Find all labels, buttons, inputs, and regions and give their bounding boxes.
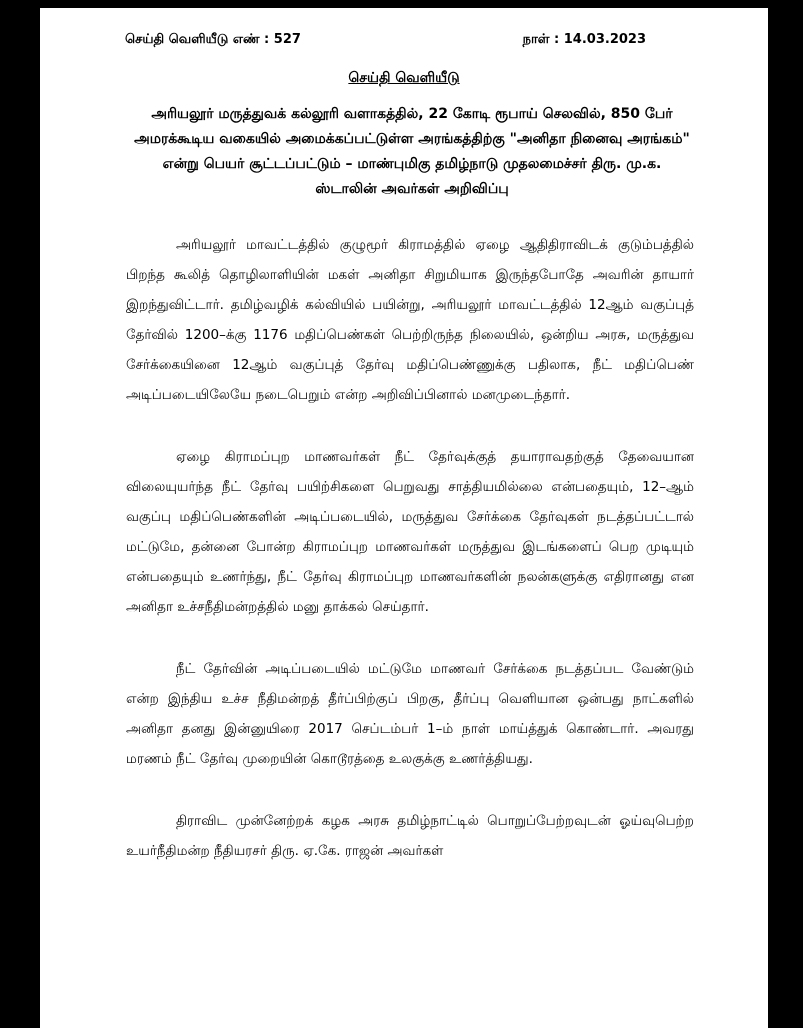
release-number: செய்தி வெளியீடு எண் : 527 [125,32,301,47]
paragraph-2: ஏழை கிராமப்புற மாணவர்கள் நீட் தேர்வுக்குத் தயாராவதற்குத் தேவையான விலையுயர்ந்த நீட் தேர்வு பயிற்சிகளை பெறுவது சாத்தியமில்லை என்பதையும், 12–ஆம் வகுப்பு மதிப்பெண்களின் அடிப்படையில், மருத்துவ சேர்க்கை தேர்வுகள் நடத்தப்பட்டால் மட்டுமே, தன்னை போன்ற கிராமப்புற மாணவர்கள் மருத்துவ இடங்களைப் பெற முடியும் என்பதையும் உணர்ந்து, நீட் தேர்வு கிராமப்புற மாணவர்களின் நலன்களுக்கு எதிரானது என அனிதா உச்சநீதிமன்றத்தில் மனு தாக்கல் செய்தார். [126,449,694,615]
document-page [40,8,768,1028]
document-title-text: செய்தி வெளியீடு [348,70,460,86]
paragraph-3: நீட் தேர்வின் அடிப்படையில் மட்டுமே மாணவர் சேர்க்கை நடத்தப்பட வேண்டும் என்ற இந்திய உச்ச நீதிமன்றத் தீர்ப்பிற்குப் பிறகு, தீர்ப்பு வெளியான ஒன்பது நாட்களில் அனிதா தனது இன்னுயிரை 2017 செப்டம்பர் 1–ம் நாள் மாய்த்துக் கொண்டார். அவரது மரணம் நீட் தேர்வு முறையின் கொடூரத்தை உலகுக்கு உணர்த்தியது. [126,661,694,767]
document-body [126,230,694,898]
document-subtitle: அரியலூர் மருத்துவக் கல்லூரி வளாகத்தில், 22 கோடி ரூபாய் செலவில், 850 பேர் அமரக்கூடிய வகையில் அமைக்கப்பட்டுள்ள அரங்கத்திற்கு "அனிதா நினைவு அரங்கம்" என்று பெயர் சூட்டப்பட்டும் – மாண்புமிகு தமிழ்நாடு முதலமைச்சர் திரு. மு.க. ஸ்டாலின் அவர்கள் அறிவிப்பு [134,106,690,197]
header-row [125,32,646,48]
document-title [40,70,768,88]
paragraph-1: அரியலூர் மாவட்டத்தில் குழுமூர் கிராமத்தில் ஏழை ஆதிதிராவிடக் குடும்பத்தில் பிறந்த கூலித் தொழிலாளியின் மகள் அனிதா சிறுமியாக இருந்தபோதே அவரின் தாயார் இறந்துவிட்டார். தமிழ்வழிக் கல்வியில் பயின்று, அரியலூர் மாவட்டத்தில் 12ஆம் வகுப்புத் தேர்வில் 1200–க்கு 1176 மதிப்பெண்கள் பெற்றிருந்த நிலையில், ஒன்றிய அரசு, மருத்துவ சேர்க்கையினை 12ஆம் வகுப்புத் தேர்வு மதிப்பெண்ணுக்கு பதிலாக, நீட் மதிப்பெண் அடிப்படையிலேயே நடைபெறும் என்ற அறிவிப்பினால் மனமுடைந்தார். [126,237,694,403]
paragraph-4: திராவிட முன்னேற்றக் கழக அரசு தமிழ்நாட்டில் பொறுப்பேற்றவுடன் ஓய்வுபெற்ற உயர்நீதிமன்ற நீதியரசர் திரு. ஏ.கே. ராஜன் அவர்கள் [126,813,694,859]
release-date: நாள் : 14.03.2023 [522,32,646,47]
